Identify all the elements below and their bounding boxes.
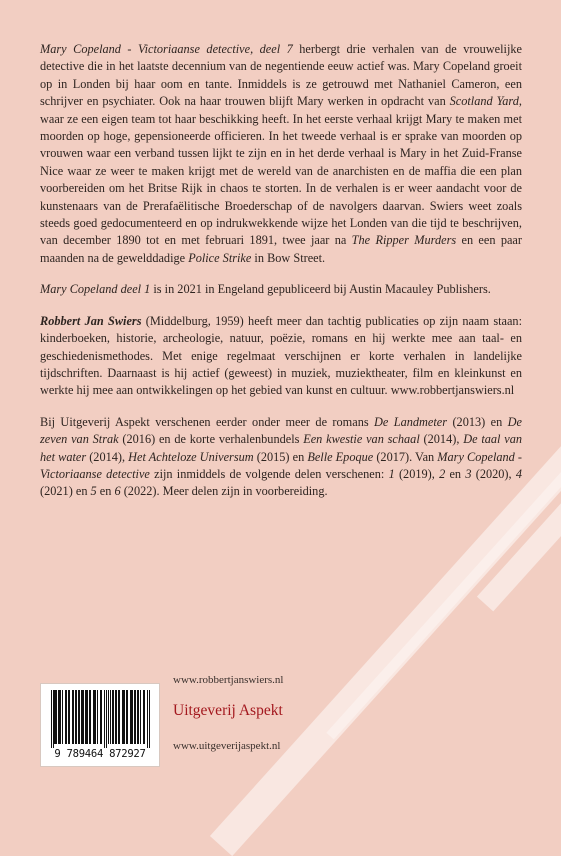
summary-text: , waar ze een eigen team tot haar beschikking heeft. In het eerste verhaal krijgt Mary te maken met moorden op hoge, gepensioneerde officieren. In het tweede verhaal is er sprake van moorden op vrouwen waar een verband tussen lijkt te zijn en in het derde verhaal is Mary in het Zuid-Franse Nice waar ze weer te maken krijgt met de wereld van de anarchisten en de maffia die een plan voorbereiden om het Britse Rijk in chaos te storten. In de verhalen is er weer aandacht voor de kunstenaars van de Prerafaëlitische Broederschap of de navolgers daarvan. Swiers weet zoals steeds goed gedocumenteerd en op indrukwekkende wijze het Londen van die tijd te beschrijven, van december 1890 tot en met februari 1891, twee jaar na [40, 94, 522, 248]
back-cover-blurb [40, 41, 522, 501]
author-bio-text: (Middelburg, 1959) heeft meer dan tachtig publicaties op zijn naam staan: kinderboeken, historie, archeologie, natuur, poëzie, romans en hij werkte mee aan taal- en geschiedenismethodes. Met enige regelmaat verschijnen er korte verhalen in landelijke tijdschriften. Daarnaast is hij actief (geweest) in muziek, muziektheater, film en kleinkunst en werkte hij mee aan ontwikkelingen op het gebied van kunst en cultuur. www.robbertjanswiers.nl [40, 313, 523, 398]
barcode-bar [110, 690, 111, 744]
barcode-bar [58, 690, 61, 744]
works-text: (2013) en [447, 414, 508, 429]
works-text: (2021) en [40, 484, 91, 499]
author-bio-paragraph [40, 313, 522, 400]
series-title: Mary Copeland - Victoriaanse detective, deel 7 [40, 42, 293, 56]
police-strike-term: Police Strike [188, 250, 252, 265]
barcode-bar [51, 690, 52, 748]
english-edition-text: is in 2021 in Engeland gepubliceerd bij Austin Macauley Publishers. [150, 282, 491, 297]
works-text: (2022). Meer delen zijn in voorbereiding. [120, 484, 328, 499]
barcode-bar [115, 690, 117, 744]
works-text: (2020), [471, 466, 516, 481]
book-title: De taal van het water [40, 432, 523, 464]
works-text: (2014), [86, 449, 129, 464]
volume-number: 5 [90, 484, 97, 499]
barcode-bar [122, 690, 125, 744]
barcode-bar [62, 690, 63, 744]
barcode-bar [75, 690, 77, 744]
works-text: Bij Uitgeverij Aspekt verschenen eerder onder meer de romans [40, 414, 375, 429]
barcode-bar [68, 690, 70, 744]
barcode-bar [108, 690, 109, 744]
barcode-bar [100, 690, 102, 744]
barcode-bar [112, 690, 114, 744]
book-title: Een kwestie van schaal [303, 432, 420, 447]
volume-number: 1 [388, 466, 395, 481]
works-text: en [445, 466, 466, 481]
barcode-bar [65, 690, 67, 744]
other-works-paragraph [40, 414, 522, 501]
barcode-bar [89, 690, 91, 744]
barcode-bars [49, 690, 151, 748]
barcode-bar [149, 690, 150, 748]
barcode-bar [78, 690, 80, 744]
book-title: De Landmeter [374, 414, 448, 429]
works-text: (2017). Van [373, 449, 438, 464]
barcode-bar [126, 690, 128, 744]
blurb-summary-paragraph [40, 41, 522, 267]
isbn-number: 9 789464 872927 [54, 748, 146, 760]
book-title: Belle Epoque [307, 449, 374, 464]
barcode-bar [130, 690, 133, 744]
barcode-bar [81, 690, 84, 744]
barcode-bar [137, 690, 139, 744]
summary-text: in Bow Street. [251, 250, 326, 265]
barcode-bar [85, 690, 88, 744]
barcode-bar [118, 690, 120, 744]
book-title: Het Achteloze Universum [128, 449, 254, 464]
barcode-bar [54, 690, 57, 744]
barcode-bar [72, 690, 74, 744]
deel-1-title: Mary Copeland deel 1 [40, 282, 151, 297]
barcode-bar [93, 690, 96, 744]
works-text: zijn inmiddels de volgende delen verschenen: [149, 466, 389, 481]
works-text: (2019), [394, 466, 440, 481]
barcode-bar [97, 690, 98, 744]
ripper-murders-title: The Ripper Murders [351, 233, 457, 248]
publisher-name: Uitgeverij Aspekt [173, 702, 283, 719]
author-name: Robbert Jan Swiers [40, 313, 142, 328]
isbn-barcode [40, 683, 160, 767]
works-text: (2016) en de korte verhalenbundels [118, 432, 304, 447]
volume-number: 3 [465, 466, 472, 481]
volume-number: 4 [515, 466, 523, 481]
works-text: (2014), [419, 432, 464, 447]
summary-text: en een paar maanden na de gewelddadige [40, 233, 522, 265]
works-text: en [96, 484, 115, 499]
author-website[interactable]: www.robbertjanswiers.nl [173, 674, 284, 686]
volume-number: 6 [114, 484, 121, 499]
book-title: De zeven van Strak [40, 414, 522, 447]
barcode-bar [106, 690, 107, 748]
scotland-yard-term: Scotland Yard [449, 94, 519, 109]
series-title: Mary Copeland - Victoriaanse detective [40, 449, 522, 481]
volume-number: 2 [439, 466, 446, 481]
publisher-website[interactable]: www.uitgeverijaspekt.nl [173, 740, 281, 752]
barcode-bar [143, 690, 145, 744]
english-edition-paragraph [40, 281, 522, 298]
barcode-bar [104, 690, 105, 748]
barcode-bar [134, 690, 136, 744]
works-text: (2015) en [253, 449, 308, 464]
barcode-bar [147, 690, 148, 748]
barcode-bar [140, 690, 141, 744]
summary-text: herbergt drie verhalen van de vrouwelijke detective die in het laatste decennium van de negentiende eeuw actief was. Mary Copeland groeit op in Londen bij haar oom en tante. Inmiddels is ze getrouwd met Nathaniel Cameron, een schrijver en psychiater. Ook na haar trouwen blijft Mary werken in opdracht van [40, 42, 522, 109]
barcode-bar [53, 690, 54, 748]
